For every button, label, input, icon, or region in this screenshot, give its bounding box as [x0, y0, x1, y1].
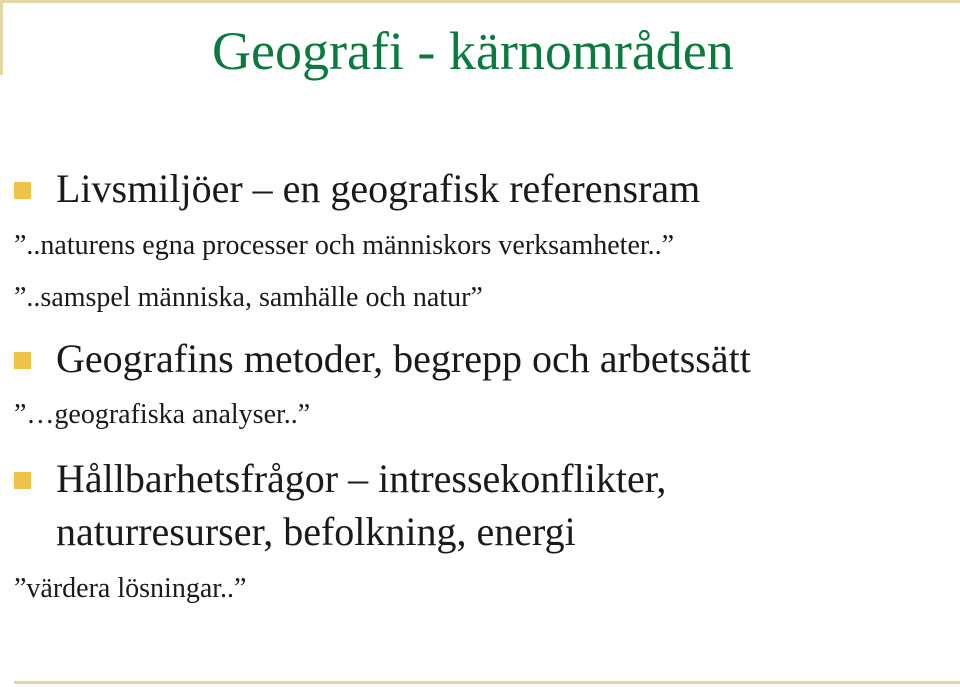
square-bullet-icon	[14, 472, 31, 489]
square-bullet-icon	[14, 352, 31, 369]
frame-top-line	[0, 0, 960, 3]
square-bullet-icon	[14, 182, 31, 199]
bullet-heading: Hållbarhetsfrågor – intressekonflikter,	[56, 456, 667, 501]
frame-bottom-line	[14, 681, 960, 684]
bullet-heading: Livsmiljöer – en geografisk referensram	[56, 166, 701, 211]
frame-left-line	[0, 0, 3, 75]
slide-title: Geografi - kärnområden	[212, 21, 734, 81]
sub-line: ”..samspel människa, samhälle och natur”	[14, 282, 483, 313]
sub-line: ”..naturens egna processer och människors verksamheter..”	[14, 230, 675, 261]
sub-line: ”…geografiska analyser..”	[14, 399, 311, 430]
sub-line: ”värdera lösningar..”	[14, 573, 247, 604]
bullet-heading: Geografins metoder, begrepp och arbetssätt	[56, 336, 751, 381]
bullet-heading-continuation: naturresurser, befolkning, energi	[56, 509, 576, 554]
